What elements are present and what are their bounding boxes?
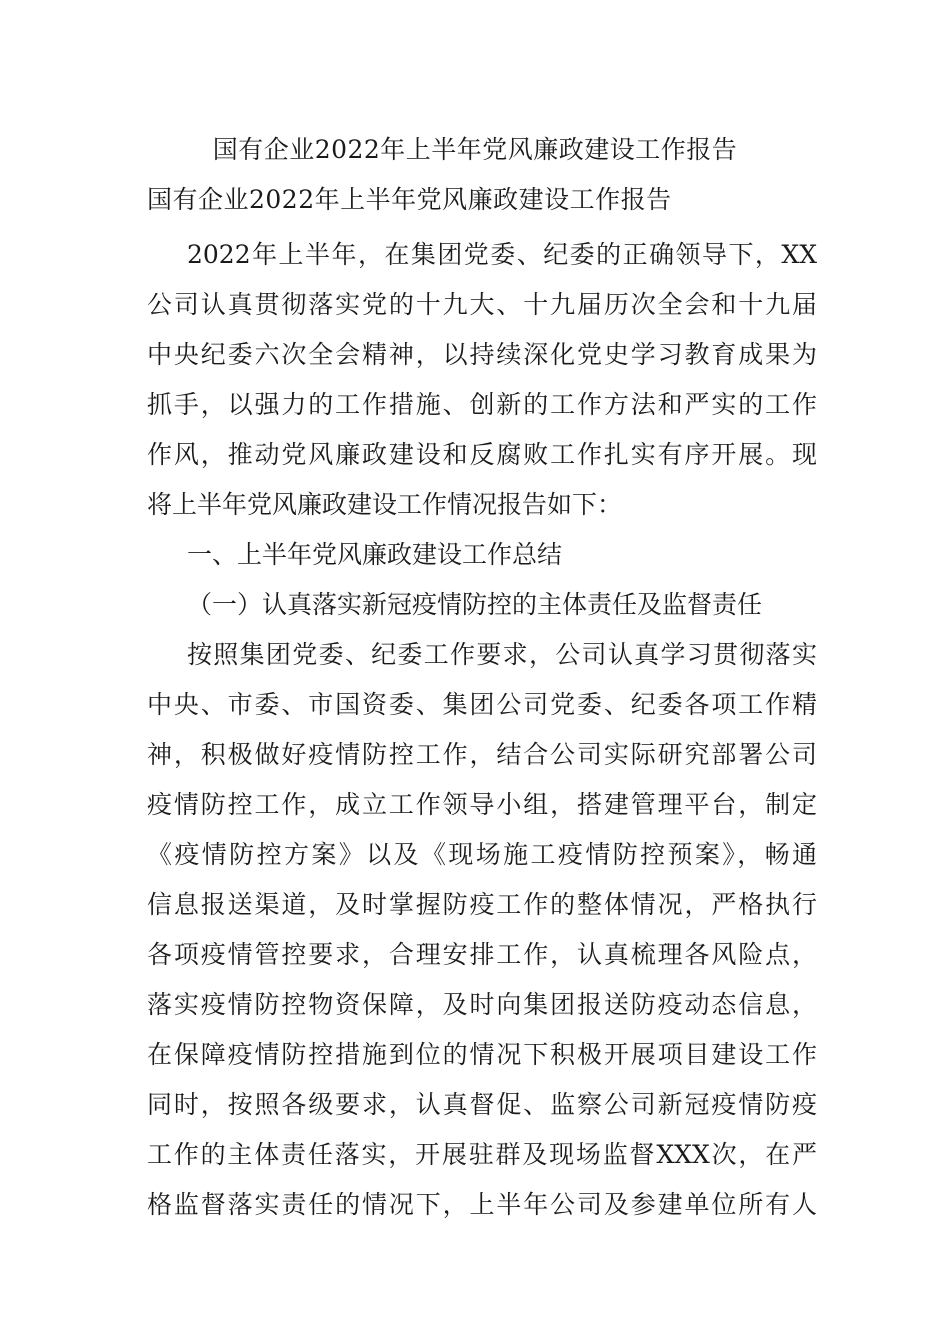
section-heading: 一、上半年党风廉政建设工作总结 (187, 540, 563, 569)
body-line: 《疫情防控方案》以及《现场施工疫情防控预案》，畅通 (147, 840, 817, 869)
body-line: 工作的主体责任落实，开展驻群及现场监督XXX次，在严 (147, 1140, 817, 1169)
body-line: 信息报送渠道，及时掌握防疫工作的整体情况，严格执行 (147, 890, 817, 919)
document-body (147, 230, 817, 1230)
body-line: 落实疫情防控物资保障，及时向集团报送防疫动态信息， (147, 990, 817, 1019)
body-line: 中央纪委六次全会精神，以持续深化党史学习教育成果为 (147, 340, 817, 369)
body-line: 2022年上半年，在集团党委、纪委的正确领导下，XX (187, 240, 817, 269)
document-title-centered: 国有企业2022年上半年党风廉政建设工作报告 (212, 135, 738, 164)
body-line: 将上半年党风廉政建设工作情况报告如下： (147, 490, 623, 519)
body-line: 在保障疫情防控措施到位的情况下积极开展项目建设工作 (147, 1040, 817, 1069)
body-line: 各项疫情管控要求，合理安排工作，认真梳理各风险点， (147, 940, 817, 969)
body-line: 中央、市委、市国资委、集团公司党委、纪委各项工作精 (147, 690, 817, 719)
body-line: 神，积极做好疫情防控工作，结合公司实际研究部署公司 (147, 740, 817, 769)
body-line: 同时，按照各级要求，认真督促、监察公司新冠疫情防疫 (147, 1090, 817, 1119)
body-line: 抓手，以强力的工作措施、创新的工作方法和严实的工作 (147, 390, 817, 419)
body-line: 公司认真贯彻落实党的十九大、十九届历次全会和十九届 (147, 290, 817, 319)
subsection-heading: （一）认真落实新冠疫情防控的主体责任及监督责任 (187, 590, 763, 619)
body-line: 格监督落实责任的情况下，上半年公司及参建单位所有人 (147, 1190, 817, 1219)
body-line: 作风，推动党风廉政建设和反腐败工作扎实有序开展。现 (147, 440, 817, 469)
body-line: 按照集团党委、纪委工作要求，公司认真学习贯彻落实 (187, 640, 817, 669)
document-title-repeat: 国有企业2022年上半年党风廉政建设工作报告 (147, 185, 672, 214)
body-line: 疫情防控工作，成立工作领导小组，搭建管理平台，制定 (147, 790, 817, 819)
